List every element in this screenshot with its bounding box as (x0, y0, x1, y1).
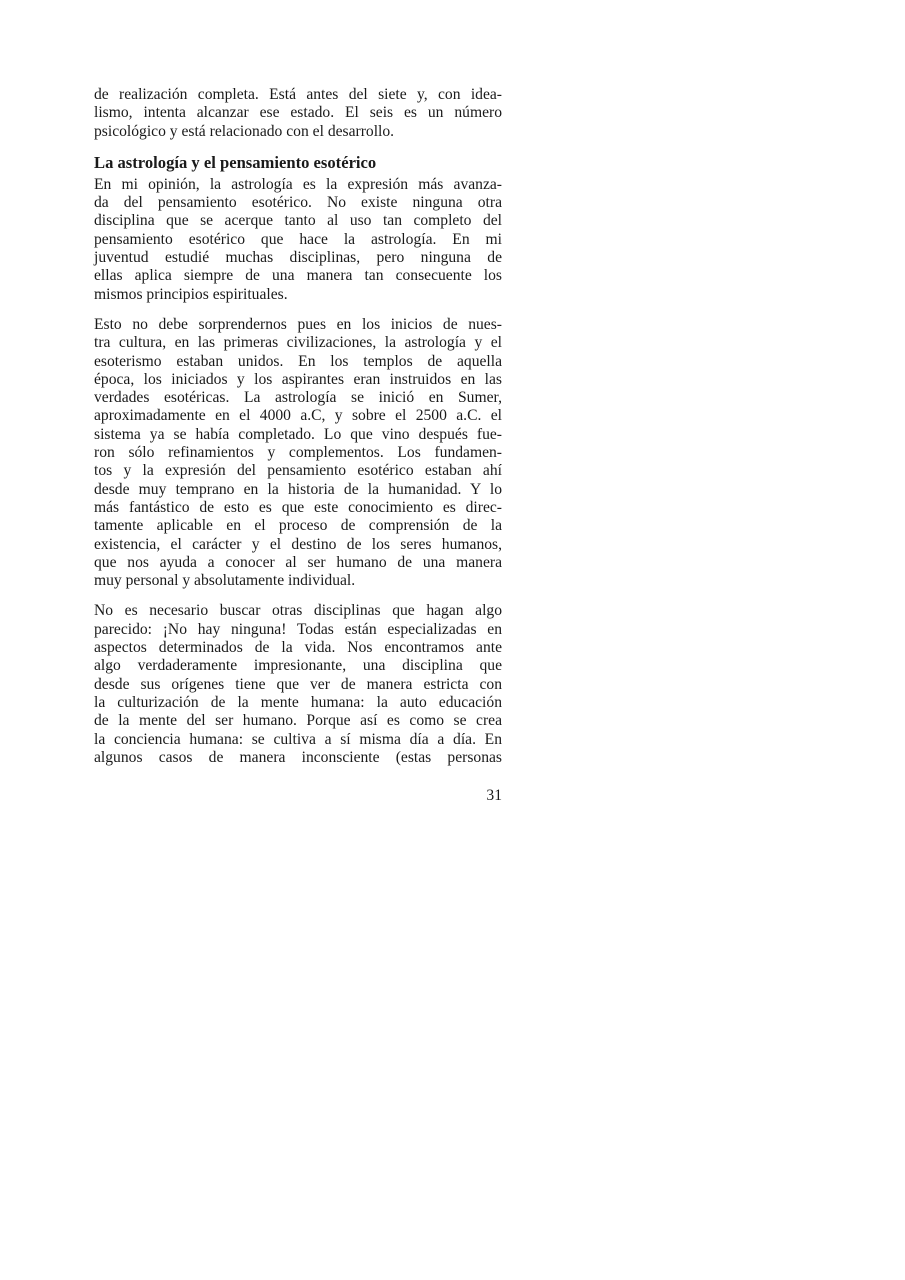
text-line: aproximadamente en el 4000 a.C, y sobre el 2500 a.C. el (94, 407, 502, 425)
text-line: sistema ya se había completado. Lo que vino después fue- (94, 425, 502, 443)
text-line: de realización completa. Está antes del siete y, con idea- (94, 86, 502, 103)
text-line: No es necesario buscar otras disciplinas que hagan algo (94, 602, 502, 620)
text-line: da del pensamiento esotérico. No existe ninguna otra (94, 194, 502, 212)
text-line: En mi opinión, la astrología es la expresión más avanza- (94, 175, 502, 193)
text-line: que nos ayuda a conocer al ser humano de una manera (94, 553, 502, 571)
text-line: época, los iniciados y los aspirantes eran instruidos en las (94, 370, 502, 388)
page-number: 31 (486, 787, 502, 804)
text-line: psicológico y está relacionado con el desarrollo. (94, 122, 395, 140)
text-line: algunos casos de manera inconsciente (estas personas (94, 748, 502, 766)
paragraph-2 (94, 316, 502, 590)
page-content (94, 86, 502, 779)
text-line: la culturización de la mente humana: la auto educación (94, 693, 502, 711)
intro-paragraph (94, 86, 502, 141)
text-line: Esto no debe sorprendernos pues en los inicios de nues- (94, 315, 502, 333)
text-line: parecido: ¡No hay ninguna! Todas están especializadas en (94, 620, 502, 638)
text-line: algo verdaderamente impresionante, una disciplina que (94, 657, 502, 675)
text-line: ron sólo refinamientos y complementos. Los fundamen- (94, 444, 502, 462)
text-line: juventud estudié muchas disciplinas, pero ninguna de (94, 249, 502, 267)
text-line: pensamiento esotérico que hace la astrología. En mi (94, 230, 502, 248)
text-line: esoterismo estaban unidos. En los templos de aquella (94, 352, 502, 370)
text-line: tamente aplicable en el proceso de comprensión de la (94, 517, 502, 535)
text-line: existencia, el carácter y el destino de los seres humanos, (94, 535, 502, 553)
text-line: verdades esotéricas. La astrología se inició en Sumer, (94, 389, 502, 407)
text-line: de la mente del ser humano. Porque así es como se crea (94, 712, 502, 730)
text-line: ellas aplica siempre de una manera tan consecuente los (94, 267, 502, 285)
text-line: disciplina que se acerque tanto al uso tan completo del (94, 212, 502, 230)
text-line: más fantástico de esto es que este conocimiento es direc- (94, 498, 502, 516)
paragraph-3 (94, 602, 502, 767)
text-line: la conciencia humana: se cultiva a sí misma día a día. En (94, 730, 502, 748)
section-heading: La astrología y el pensamiento esotérico (94, 152, 377, 172)
text-line: desde sus orígenes tiene que ver de manera estricta con (94, 675, 502, 693)
text-line: mismos principios espirituales. (94, 285, 288, 303)
paragraph-1 (94, 176, 502, 304)
text-line: lismo, intenta alcanzar ese estado. El seis es un número (94, 104, 502, 122)
text-line: muy personal y absolutamente individual. (94, 572, 356, 590)
text-line: aspectos determinados de la vida. Nos encontramos ante (94, 639, 502, 657)
text-line: desde muy temprano en la historia de la humanidad. Y lo (94, 480, 502, 498)
text-line: tos y la expresión del pensamiento esotérico estaban ahí (94, 462, 502, 480)
text-line: tra cultura, en las primeras civilizaciones, la astrología y el (94, 334, 502, 352)
